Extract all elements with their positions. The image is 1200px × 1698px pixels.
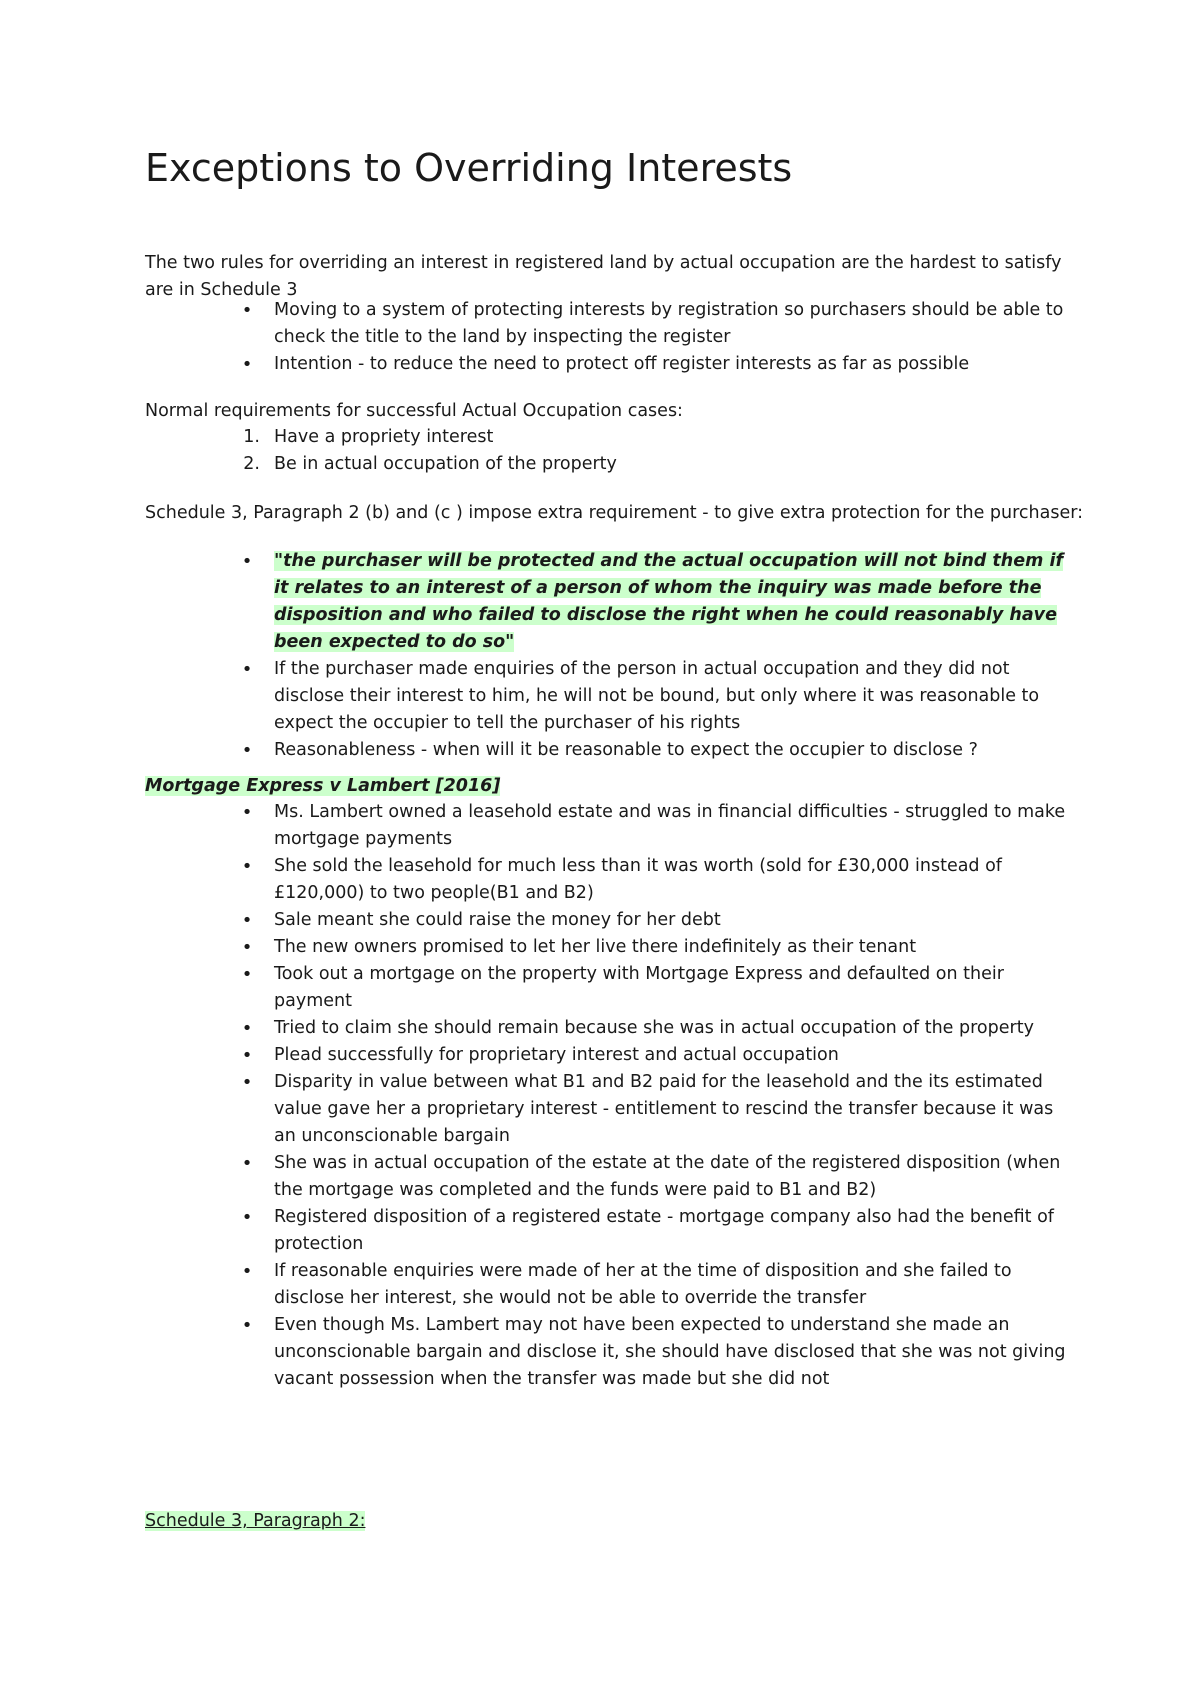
requirements-numbered-list	[243, 424, 1074, 478]
list-item	[243, 424, 1074, 451]
list-item-text: Intention - to reduce the need to protect off register interests as far as possible	[274, 354, 970, 374]
bullet-icon: •	[241, 964, 253, 985]
intro-paragraph: The two rules for overriding an interest in registered land by actual occupation are the hardest to satisfy are in Schedule 3	[145, 253, 1062, 300]
bullet-icon: •	[241, 659, 253, 680]
list-item	[241, 1150, 1074, 1204]
list-item-text: Reasonableness - when will it be reasonable to expect the occupier to disclose ?	[274, 740, 978, 760]
list-item-text: Even though Ms. Lambert may not have been expected to understand she made an unconscionable bargain and disclose it, she should have disclosed that she was not giving vacant possession when the transfer was made but she did not	[274, 1315, 1066, 1389]
bullet-icon: •	[241, 1045, 253, 1066]
bullet-icon: •	[241, 910, 253, 931]
list-item-text: The new owners promised to let her live there indefinitely as their tenant	[274, 937, 917, 957]
bullet-icon: •	[241, 740, 253, 761]
bullet-icon: •	[241, 1315, 253, 1336]
list-item	[241, 1312, 1074, 1393]
bullet-icon: •	[241, 1018, 253, 1039]
list-item-text: Moving to a system of protecting interests by registration so purchasers should be able to check the title to the land by inspecting the register	[274, 300, 1064, 347]
final-heading-line	[145, 1508, 1085, 1535]
list-item	[241, 737, 1074, 764]
list-item	[241, 853, 1074, 907]
list-item	[241, 297, 1074, 351]
list-item-text: If the purchaser made enquiries of the person in actual occupation and they did not disclose their interest to him, he will not be bound, but only where it was reasonable to expect the occupier to tell the purchaser of his rights	[274, 659, 1040, 733]
bullet-icon: •	[241, 1072, 253, 1093]
highlighted-quote: "the purchaser will be protected and the actual occupation will not bind them if it relates to an interest of a person of whom the inquiry was made before the disposition and who failed to disclose the right when he could reasonably have been expected to do so"	[274, 551, 1064, 652]
bullet-icon: •	[241, 1153, 253, 1174]
list-item	[241, 656, 1074, 737]
requirements-heading: Normal requirements for successful Actual Occupation cases:	[145, 401, 683, 421]
list-item	[241, 351, 1074, 378]
list-item	[241, 1042, 1074, 1069]
bullet-icon: •	[241, 856, 253, 877]
case-heading: Mortgage Express v Lambert [2016]	[145, 776, 501, 796]
list-item-text: Be in actual occupation of the property	[274, 454, 617, 474]
list-item-text: Ms. Lambert owned a leasehold estate and was in financial difficulties - struggled to make mortgage payments	[274, 802, 1066, 849]
schedule-bullet-list	[241, 548, 1074, 764]
list-item-text: Disparity in value between what B1 and B2 paid for the leasehold and the its estimated value gave her a proprietary interest - entitlement to rescind the transfer because it was an unconscionable bargain	[274, 1072, 1054, 1146]
list-item	[241, 548, 1074, 656]
case-bullet-list	[241, 799, 1074, 1393]
list-item-text: Sale meant she could raise the money for her debt	[274, 910, 721, 930]
case-heading-line	[145, 773, 1085, 800]
list-item-text: Tried to claim she should remain because she was in actual occupation of the property	[274, 1018, 1034, 1038]
schedule-paragraph: Schedule 3, Paragraph 2 (b) and (c ) impose extra requirement - to give extra protection for the purchaser:	[145, 503, 1084, 523]
list-item	[241, 1204, 1074, 1258]
list-item	[241, 934, 1074, 961]
list-item	[241, 1015, 1074, 1042]
list-item	[241, 961, 1074, 1015]
bullet-icon: •	[241, 1207, 253, 1228]
list-item	[241, 799, 1074, 853]
bullet-icon: •	[241, 354, 253, 375]
list-item	[241, 907, 1074, 934]
list-item	[241, 1069, 1074, 1150]
list-item-text: She was in actual occupation of the estate at the date of the registered disposition (when the mortgage was completed and the funds were paid to B1 and B2)	[274, 1153, 1061, 1200]
bullet-icon: •	[241, 1261, 253, 1282]
list-item-text: She sold the leasehold for much less than it was worth (sold for £30,000 instead of £120,000) to two people(B1 and B2)	[274, 856, 1002, 903]
document-title: Exceptions to Overriding Interests	[145, 146, 793, 190]
bullet-icon: •	[241, 551, 253, 572]
list-item	[243, 451, 1074, 478]
list-item-text: Registered disposition of a registered estate - mortgage company also had the benefit of protection	[274, 1207, 1054, 1254]
list-item-text: Plead successfully for proprietary interest and actual occupation	[274, 1045, 839, 1065]
list-item	[241, 1258, 1074, 1312]
list-number: 1.	[243, 427, 260, 447]
list-number: 2.	[243, 454, 260, 474]
bullet-icon: •	[241, 300, 253, 321]
list-item-text: Have a propriety interest	[274, 427, 494, 447]
intro-bullet-list	[241, 297, 1074, 378]
bullet-icon: •	[241, 937, 253, 958]
bullet-icon: •	[241, 802, 253, 823]
list-item-text: If reasonable enquiries were made of her at the time of disposition and she failed to disclose her interest, she would not be able to override the transfer	[274, 1261, 1012, 1308]
list-item-text: Took out a mortgage on the property with Mortgage Express and defaulted on their payment	[274, 964, 1004, 1011]
schedule-heading: Schedule 3, Paragraph 2:	[145, 1511, 366, 1531]
